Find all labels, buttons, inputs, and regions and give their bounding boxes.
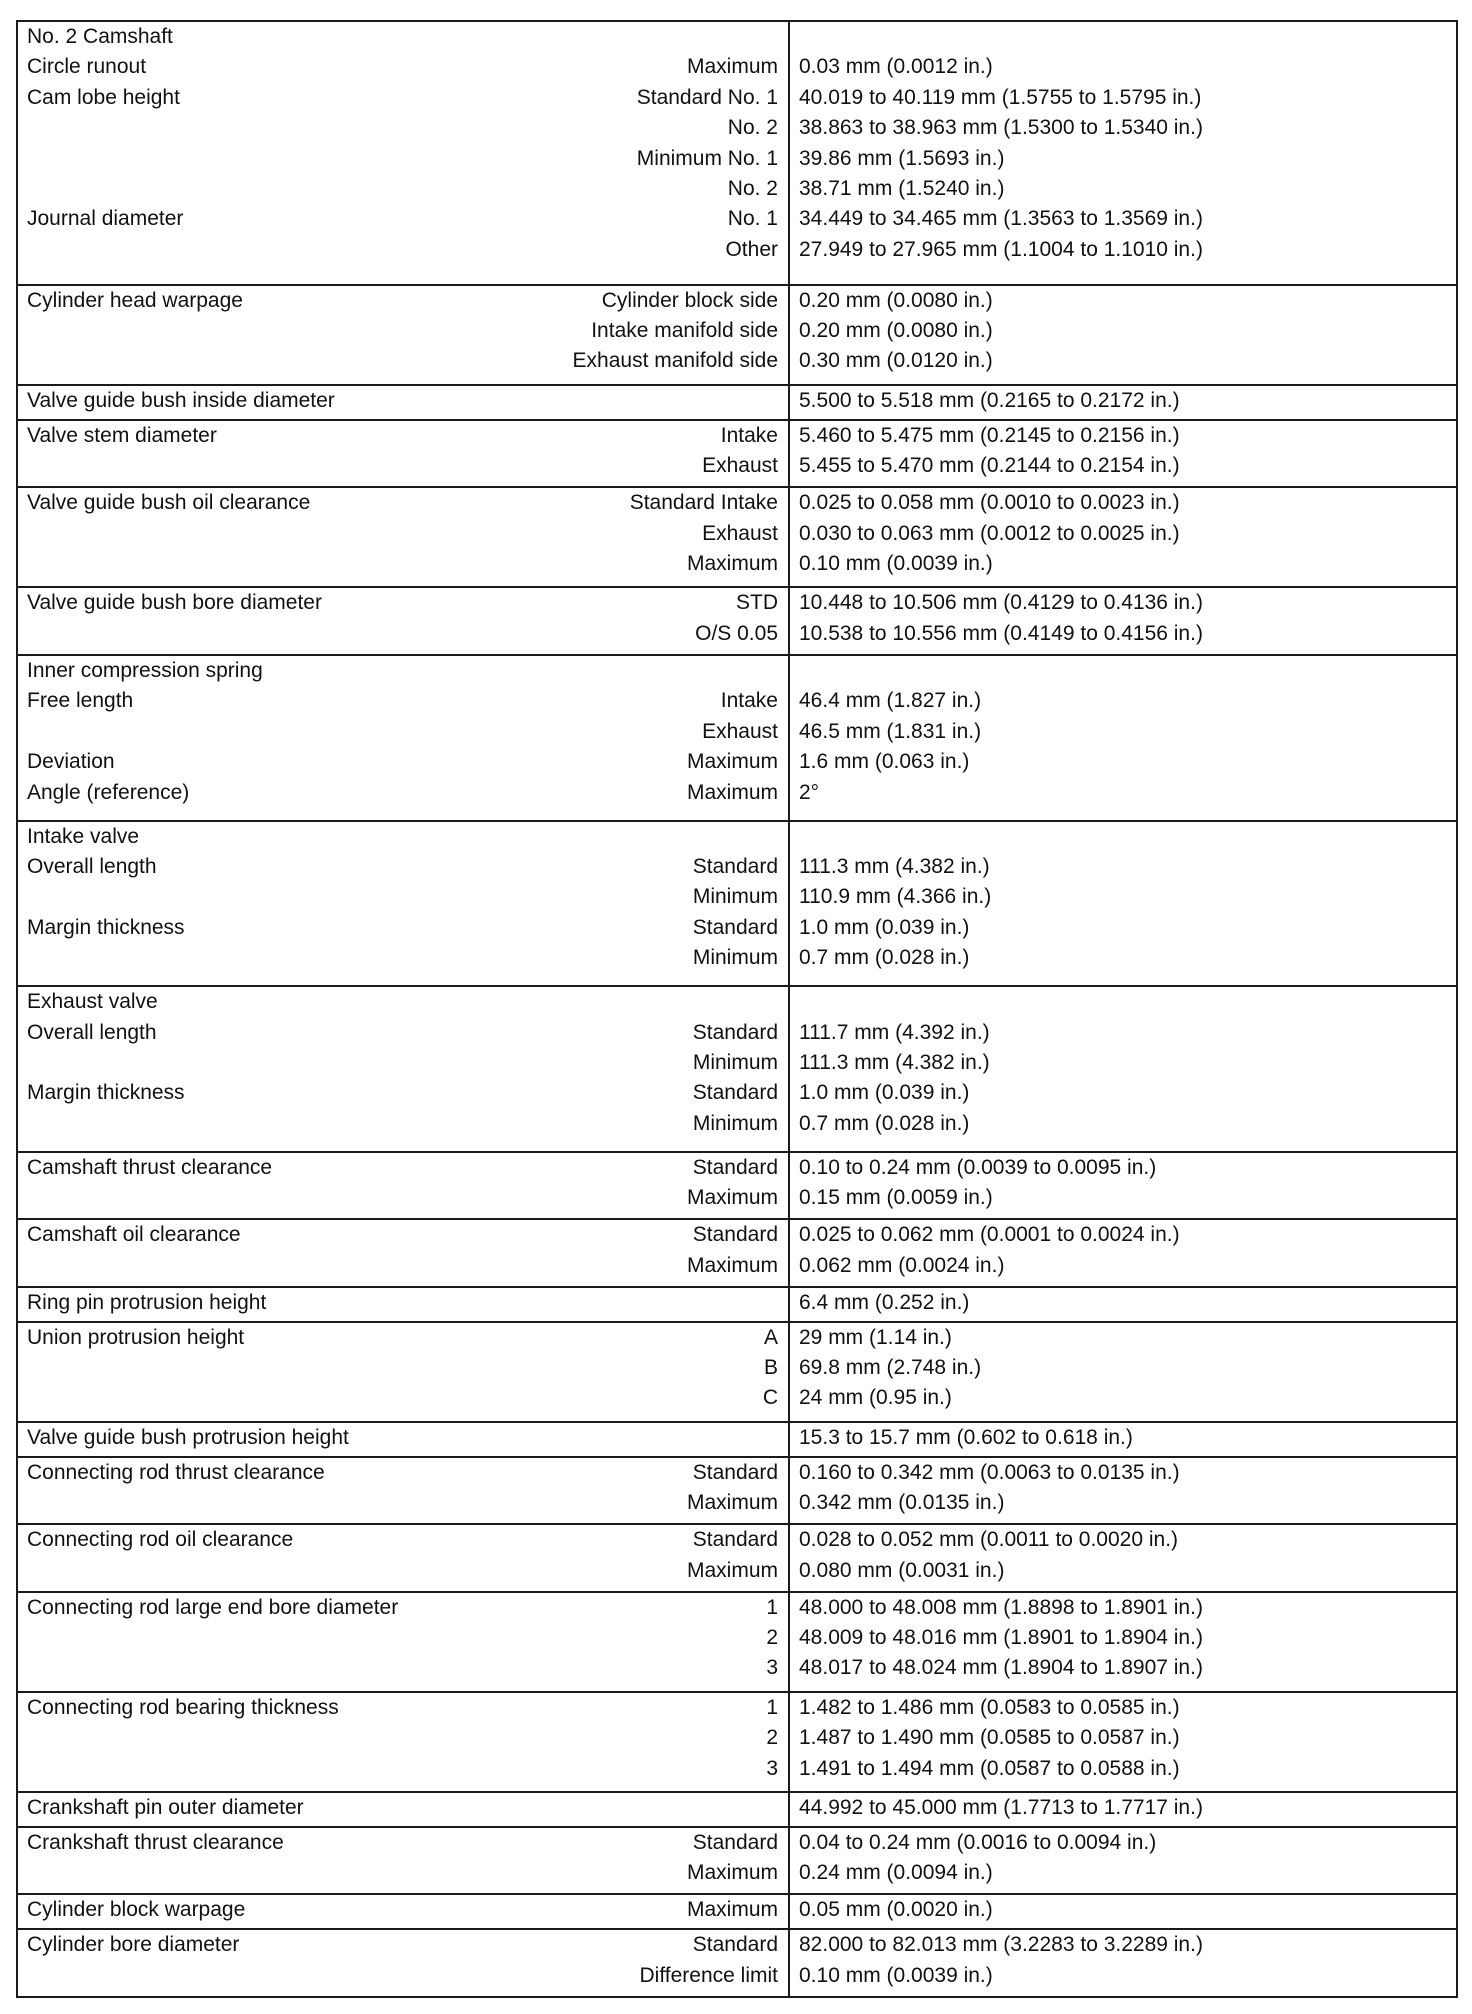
spec-item-cell (17, 385, 789, 420)
spec-group-row (17, 1894, 1457, 1929)
spec-label: Cylinder head warpage (27, 288, 243, 312)
spec-qualifier: Minimum (692, 1050, 778, 1074)
spec-value-cell (789, 1322, 1457, 1422)
spec-item-cell (17, 1792, 789, 1827)
spec-label: Connecting rod oil clearance (27, 1528, 294, 1552)
spec-value: 15.3 to 15.7 mm (0.602 to 0.618 in.) (799, 1425, 1133, 1449)
spec-label: Valve guide bush protrusion height (27, 1425, 349, 1449)
spec-label: Crankshaft thrust clearance (27, 1830, 284, 1854)
spec-qualifier: Standard (692, 1528, 778, 1552)
spec-qualifier: Standard (692, 915, 778, 939)
spec-value: 0.160 to 0.342 mm (0.0063 to 0.0135 in.) (799, 1460, 1180, 1484)
spec-qualifier: Exhaust (702, 719, 778, 743)
spec-value: 0.342 mm (0.0135 in.) (799, 1491, 1005, 1515)
spec-group-row (17, 821, 1457, 987)
spec-label: Free length (27, 689, 134, 713)
spec-value: 1.487 to 1.490 mm (0.0585 to 0.0587 in.) (799, 1726, 1180, 1750)
spec-line (18, 1423, 788, 1453)
spec-value: 0.7 mm (0.028 in.) (799, 946, 970, 970)
spec-line (18, 1593, 788, 1623)
spec-qualifier: Minimum (692, 946, 778, 970)
spec-qualifier: Minimum No. 1 (636, 146, 778, 170)
spec-group-row (17, 1929, 1457, 1997)
spec-qualifier: Maximum (686, 552, 778, 575)
spec-qualifier: B (763, 1355, 778, 1379)
spec-label: Angle (reference) (27, 780, 190, 804)
spec-line (18, 1930, 788, 1960)
spec-value: 10.538 to 10.556 mm (0.4149 to 0.4156 in.) (799, 621, 1203, 645)
spec-qualifier: Maximum (686, 1558, 778, 1582)
spec-line (18, 1828, 788, 1858)
spec-value (790, 822, 1456, 852)
spec-line (18, 943, 788, 973)
spec-group-row (17, 420, 1457, 488)
spec-label: Deviation (27, 750, 115, 774)
spec-value-cell (789, 1152, 1457, 1220)
spec-value-cell (789, 385, 1457, 420)
spec-group-row (17, 1692, 1457, 1792)
spec-group-row (17, 1322, 1457, 1422)
spec-group-row (17, 1592, 1457, 1692)
spec-label: Margin thickness (27, 1081, 185, 1105)
spec-value: 82.000 to 82.013 mm (3.2283 to 3.2289 in.) (799, 1933, 1203, 1957)
spec-item-cell (17, 1152, 789, 1220)
spec-value: 0.7 mm (0.028 in.) (799, 1111, 970, 1135)
spec-label: Valve guide bush inside diameter (27, 388, 335, 412)
spec-value: 0.24 mm (0.0094 in.) (799, 1861, 993, 1885)
spec-line (18, 588, 788, 618)
spec-value (790, 987, 1456, 1017)
spec-group-row (17, 587, 1457, 655)
spec-line (18, 144, 788, 174)
spec-item-cell (17, 1287, 789, 1322)
spec-value-cell (789, 587, 1457, 655)
spec-value: 46.4 mm (1.827 in.) (799, 689, 982, 713)
spec-label: Valve guide bush bore diameter (27, 591, 322, 615)
spec-label: Journal diameter (27, 207, 184, 231)
spec-qualifier: Standard (692, 1081, 778, 1105)
spec-label: Cylinder block warpage (27, 1898, 246, 1922)
spec-qualifier: Cylinder block side (601, 288, 778, 312)
spec-qualifier: Maximum (686, 55, 778, 79)
spec-value: 0.10 to 0.24 mm (0.0039 to 0.0095 in.) (799, 1155, 1157, 1179)
spec-value: 46.5 mm (1.831 in.) (799, 719, 982, 743)
spec-line (18, 1220, 788, 1250)
spec-value: 111.7 mm (4.392 in.) (799, 1020, 990, 1044)
spec-line (18, 822, 788, 852)
spec-label: Exhaust valve (27, 990, 158, 1014)
spec-qualifier: Exhaust (702, 521, 778, 545)
spec-line (18, 204, 788, 234)
spec-value-cell (789, 1929, 1457, 1997)
spec-line (18, 22, 788, 52)
spec-item-cell (17, 1422, 789, 1457)
spec-item-cell (17, 1827, 789, 1895)
spec-qualifier: Intake (720, 689, 778, 713)
spec-value: 0.025 to 0.062 mm (0.0001 to 0.0024 in.) (799, 1223, 1180, 1247)
spec-table (16, 20, 1458, 1998)
spec-value-cell (789, 1894, 1457, 1929)
spec-label: Connecting rod thrust clearance (27, 1460, 325, 1484)
spec-value (790, 656, 1456, 686)
spec-group-row (17, 1422, 1457, 1457)
spec-value: 111.3 mm (4.382 in.) (799, 854, 990, 878)
spec-group-row (17, 1792, 1457, 1827)
spec-line (18, 451, 788, 481)
spec-line (18, 1693, 788, 1723)
spec-line (18, 1458, 788, 1488)
spec-value: 48.000 to 48.008 mm (1.8898 to 1.8901 in.) (799, 1595, 1203, 1619)
spec-line (18, 1078, 788, 1108)
spec-value: 1.0 mm (0.039 in.) (799, 1081, 970, 1105)
spec-value-cell (789, 487, 1457, 587)
spec-item-cell (17, 1524, 789, 1592)
spec-line (18, 747, 788, 777)
spec-line (18, 852, 788, 882)
spec-item-cell (17, 986, 789, 1152)
spec-value: 48.009 to 48.016 mm (1.8901 to 1.8904 in.) (799, 1626, 1203, 1650)
spec-qualifier: Standard (692, 1830, 778, 1854)
spec-value: 0.028 to 0.052 mm (0.0011 to 0.0020 in.) (799, 1528, 1179, 1552)
spec-line (18, 686, 788, 716)
spec-value (790, 22, 1456, 52)
spec-qualifier: Standard Intake (629, 491, 778, 515)
spec-qualifier: Standard (692, 1460, 778, 1484)
spec-line (18, 1323, 788, 1353)
spec-qualifier: Maximum (686, 1898, 778, 1922)
spec-value: 40.019 to 40.119 mm (1.5755 to 1.5795 in.) (799, 85, 1202, 109)
spec-value: 5.460 to 5.475 mm (0.2145 to 0.2156 in.) (799, 423, 1180, 447)
spec-value-cell (789, 655, 1457, 821)
spec-qualifier: Intake manifold side (591, 319, 778, 343)
spec-value-cell (789, 1792, 1457, 1827)
spec-line (18, 656, 788, 686)
spec-value: 5.455 to 5.470 mm (0.2144 to 0.2154 in.) (799, 454, 1180, 478)
spec-value: 34.449 to 34.465 mm (1.3563 to 1.3569 in.) (799, 207, 1203, 231)
spec-qualifier: Standard (692, 854, 778, 878)
spec-qualifier: Difference limit (639, 1963, 778, 1987)
spec-value-cell (789, 1827, 1457, 1895)
spec-qualifier: Maximum (686, 1491, 778, 1515)
spec-value: 0.03 mm (0.0012 in.) (799, 55, 993, 79)
spec-label: Ring pin protrusion height (27, 1290, 267, 1314)
spec-line (18, 1961, 788, 1991)
spec-group-row (17, 1457, 1457, 1525)
spec-group-row (17, 21, 1457, 285)
spec-value: 38.71 mm (1.5240 in.) (799, 176, 1005, 200)
spec-item-cell (17, 285, 789, 385)
spec-label: Cam lobe height (27, 85, 180, 109)
spec-line (18, 1754, 788, 1784)
spec-line (18, 987, 788, 1017)
spec-group-row (17, 1219, 1457, 1287)
spec-value: 0.30 mm (0.0120 in.) (799, 349, 993, 373)
spec-qualifier: No. 2 (727, 176, 778, 200)
spec-qualifier: Exhaust (702, 454, 778, 478)
spec-line (18, 1048, 788, 1078)
spec-line (18, 1653, 788, 1683)
spec-line (18, 1723, 788, 1753)
spec-value: 2° (799, 780, 820, 804)
spec-group-row (17, 285, 1457, 385)
spec-group-row (17, 655, 1457, 821)
spec-item-cell (17, 587, 789, 655)
spec-line (18, 519, 788, 549)
spec-value: 0.030 to 0.063 mm (0.0012 to 0.0025 in.) (799, 521, 1180, 545)
spec-value: 1.6 mm (0.063 in.) (799, 750, 970, 774)
spec-label: Intake valve (27, 824, 140, 848)
spec-line (18, 1895, 788, 1925)
spec-line (18, 1251, 788, 1281)
spec-value-cell (789, 1422, 1457, 1457)
spec-qualifier: Standard (692, 1155, 778, 1179)
spec-qualifier: 2 (766, 1726, 778, 1750)
spec-value: 0.080 mm (0.0031 in.) (799, 1558, 1005, 1582)
spec-value: 0.20 mm (0.0080 in.) (799, 288, 993, 312)
spec-qualifier: Maximum (686, 780, 778, 804)
spec-label: No. 2 Camshaft (27, 25, 173, 48)
spec-value: 5.500 to 5.518 mm (0.2165 to 0.2172 in.) (799, 388, 1180, 412)
spec-qualifier: No. 2 (727, 116, 778, 140)
spec-label: Cylinder bore diameter (27, 1933, 240, 1957)
spec-item-cell (17, 21, 789, 285)
spec-value-cell (789, 1524, 1457, 1592)
spec-qualifier: Standard No. 1 (636, 85, 778, 109)
spec-value: 0.05 mm (0.0020 in.) (799, 1898, 993, 1922)
spec-label: Circle runout (27, 55, 147, 79)
spec-line (18, 1288, 788, 1318)
spec-value: 1.482 to 1.486 mm (0.0583 to 0.0585 in.) (799, 1695, 1180, 1719)
spec-value: 0.10 mm (0.0039 in.) (799, 552, 993, 575)
spec-qualifier: Maximum (686, 1861, 778, 1885)
spec-item-cell (17, 420, 789, 488)
spec-value: 48.017 to 48.024 mm (1.8904 to 1.8907 in.) (799, 1656, 1203, 1680)
spec-value: 39.86 mm (1.5693 in.) (799, 146, 1005, 170)
spec-line (18, 882, 788, 912)
spec-qualifier: Minimum (692, 1111, 778, 1135)
spec-qualifier: Maximum (686, 1253, 778, 1277)
spec-line (18, 1556, 788, 1586)
spec-label: Inner compression spring (27, 658, 263, 682)
spec-value: 44.992 to 45.000 mm (1.7713 to 1.7717 in.) (799, 1796, 1203, 1820)
spec-qualifier: O/S 0.05 (695, 621, 778, 645)
spec-line (18, 1793, 788, 1823)
spec-line (18, 113, 788, 143)
spec-line (18, 1525, 788, 1555)
spec-value: 27.949 to 27.965 mm (1.1004 to 1.1010 in.) (799, 237, 1203, 261)
spec-line (18, 549, 788, 579)
spec-label: Overall length (27, 1020, 157, 1044)
spec-label: Union protrusion height (27, 1325, 245, 1349)
spec-line (18, 52, 788, 82)
spec-value-cell (789, 21, 1457, 285)
spec-value-cell (789, 1219, 1457, 1287)
spec-item-cell (17, 655, 789, 821)
spec-line (18, 619, 788, 649)
spec-line (18, 913, 788, 943)
spec-qualifier: Exhaust manifold side (572, 349, 778, 373)
spec-value-cell (789, 1457, 1457, 1525)
spec-line (18, 1183, 788, 1213)
spec-line (18, 1353, 788, 1383)
spec-table-body (17, 21, 1457, 1997)
spec-qualifier: Standard (692, 1933, 778, 1957)
spec-value: 1.491 to 1.494 mm (0.0587 to 0.0588 in.) (799, 1756, 1180, 1780)
spec-item-cell (17, 487, 789, 587)
spec-qualifier: Maximum (686, 750, 778, 774)
spec-value: 38.863 to 38.963 mm (1.5300 to 1.5340 in.) (799, 116, 1203, 140)
spec-value: 0.10 mm (0.0039 in.) (799, 1963, 993, 1987)
spec-item-cell (17, 1929, 789, 1997)
spec-value: 0.025 to 0.058 mm (0.0010 to 0.0023 in.) (799, 491, 1180, 515)
spec-value: 10.448 to 10.506 mm (0.4129 to 0.4136 in.) (799, 591, 1203, 615)
spec-line (18, 1383, 788, 1413)
spec-label: Valve stem diameter (27, 423, 217, 447)
spec-qualifier: Intake (720, 423, 778, 447)
spec-line (18, 1018, 788, 1048)
spec-qualifier: 3 (766, 1656, 778, 1680)
spec-item-cell (17, 1322, 789, 1422)
spec-label: Crankshaft pin outer diameter (27, 1796, 304, 1820)
spec-line (18, 1109, 788, 1139)
spec-line (18, 386, 788, 416)
spec-value: 110.9 mm (4.366 in.) (799, 885, 992, 909)
spec-qualifier: 3 (766, 1756, 778, 1780)
spec-value: 1.0 mm (0.039 in.) (799, 915, 970, 939)
spec-line (18, 778, 788, 808)
spec-group-row (17, 487, 1457, 587)
spec-line (18, 316, 788, 346)
spec-group-row (17, 1524, 1457, 1592)
spec-label: Valve guide bush oil clearance (27, 491, 311, 515)
spec-item-cell (17, 1894, 789, 1929)
spec-qualifier: 2 (766, 1626, 778, 1650)
spec-qualifier: C (762, 1386, 778, 1410)
spec-value-cell (789, 1287, 1457, 1322)
spec-qualifier: Maximum (686, 1186, 778, 1210)
spec-value: 29 mm (1.14 in.) (799, 1325, 952, 1349)
spec-value: 0.062 mm (0.0024 in.) (799, 1253, 1005, 1277)
spec-label: Margin thickness (27, 915, 185, 939)
spec-value: 6.4 mm (0.252 in.) (799, 1290, 970, 1314)
spec-line (18, 421, 788, 451)
spec-line (18, 1858, 788, 1888)
spec-label: Connecting rod large end bore diameter (27, 1595, 399, 1619)
spec-label: Connecting rod bearing thickness (27, 1695, 339, 1719)
spec-item-cell (17, 821, 789, 987)
spec-value: 0.04 to 0.24 mm (0.0016 to 0.0094 in.) (799, 1830, 1157, 1854)
spec-group-row (17, 1827, 1457, 1895)
spec-value-cell (789, 1692, 1457, 1792)
spec-qualifier: 1 (766, 1695, 778, 1719)
spec-group-row (17, 385, 1457, 420)
spec-qualifier: 1 (766, 1595, 778, 1619)
spec-line (18, 174, 788, 204)
spec-line (18, 1623, 788, 1653)
spec-value-cell (789, 285, 1457, 385)
spec-qualifier: Standard (692, 1020, 778, 1044)
spec-value: 111.3 mm (4.382 in.) (799, 1050, 990, 1074)
spec-item-cell (17, 1457, 789, 1525)
spec-label: Overall length (27, 854, 157, 878)
spec-value: 69.8 mm (2.748 in.) (799, 1355, 982, 1379)
spec-label: Camshaft oil clearance (27, 1223, 241, 1247)
spec-qualifier: Other (725, 237, 778, 261)
spec-value: 24 mm (0.95 in.) (799, 1386, 952, 1410)
spec-group-row (17, 1152, 1457, 1220)
spec-value-cell (789, 821, 1457, 987)
spec-value: 0.20 mm (0.0080 in.) (799, 319, 993, 343)
spec-line (18, 1488, 788, 1518)
spec-qualifier: No. 1 (727, 207, 778, 231)
spec-value-cell (789, 1592, 1457, 1692)
spec-qualifier: STD (736, 591, 778, 615)
spec-qualifier: A (763, 1325, 778, 1349)
spec-line (18, 1153, 788, 1183)
spec-line (18, 286, 788, 316)
spec-line (18, 717, 788, 747)
spec-group-row (17, 1287, 1457, 1322)
spec-line (18, 346, 788, 376)
spec-line (18, 83, 788, 113)
spec-value-cell (789, 420, 1457, 488)
spec-value-cell (789, 986, 1457, 1152)
spec-item-cell (17, 1219, 789, 1287)
spec-value: 0.15 mm (0.0059 in.) (799, 1186, 993, 1210)
spec-qualifier: Minimum (692, 885, 778, 909)
spec-group-row (17, 986, 1457, 1152)
spec-item-cell (17, 1692, 789, 1792)
spec-item-cell (17, 1592, 789, 1692)
spec-line (18, 235, 788, 265)
spec-label: Camshaft thrust clearance (27, 1155, 273, 1179)
spec-line (18, 488, 788, 518)
spec-qualifier: Standard (692, 1223, 778, 1247)
